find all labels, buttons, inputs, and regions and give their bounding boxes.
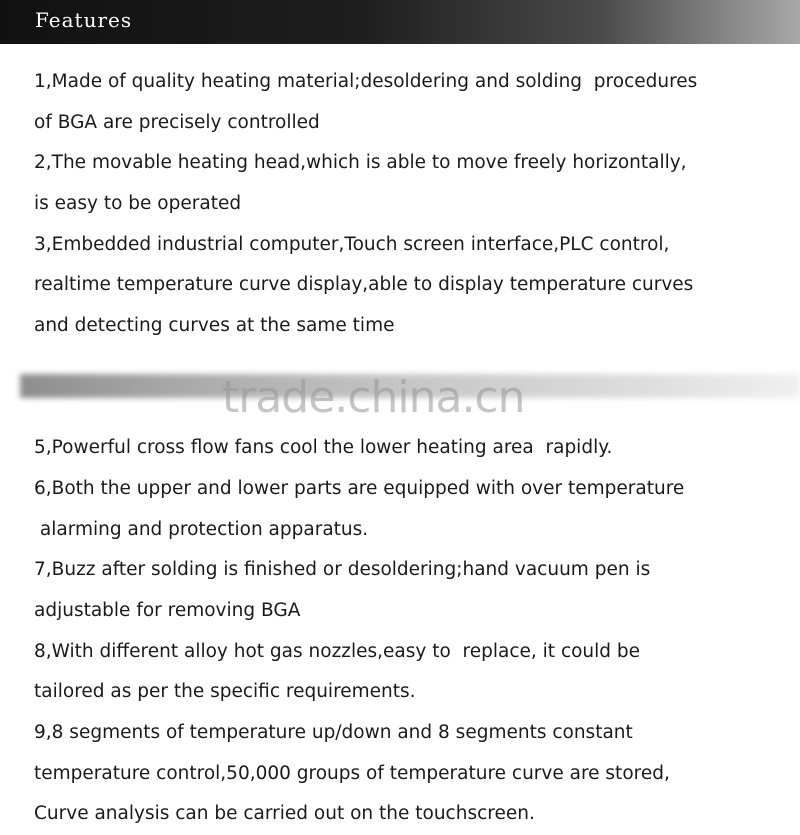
feature-line: realtime temperature curve display,able to display temperature curves — [34, 274, 694, 296]
feature-line: tailored as per the specific requirements. — [34, 681, 416, 703]
feature-line: 5,Powerful cross flow fans cool the lower heating area rapidly. — [34, 437, 613, 459]
feature-line: is easy to be operated — [34, 193, 242, 215]
feature-line: Curve analysis can be carried out on the touchscreen. — [34, 803, 535, 825]
feature-line: 8,With different alloy hot gas nozzles,easy to replace, it could be — [34, 640, 641, 662]
feature-line: 9,8 segments of temperature up/down and 8 segments constant — [34, 722, 633, 743]
features-header — [0, 0, 800, 44]
feature-line: alarming and protection apparatus. — [34, 518, 369, 540]
feature-line: and detecting curves at the same time — [34, 315, 395, 337]
feature-line: 1,Made of quality heating material;desoldering and solding procedures — [34, 71, 698, 92]
watermark: trade.china.cn — [222, 372, 525, 423]
feature-line: 3,Embedded industrial computer,Touch screen interface,PLC control, — [34, 233, 670, 255]
header-title: Features — [35, 8, 133, 32]
features-list — [34, 62, 800, 835]
feature-line: of BGA are precisely controlled — [34, 111, 320, 133]
feature-line: adjustable for removing BGA — [34, 599, 301, 621]
feature-line: 2,The movable heating head,which is able to move freely horizontally, — [34, 152, 687, 174]
feature-line: 7,Buzz after solding is finished or desoldering;hand vacuum pen is — [34, 559, 651, 581]
feature-line: temperature control,50,000 groups of temperature curve are stored, — [34, 762, 670, 784]
feature-line: 6,Both the upper and lower parts are equipped with over temperature — [34, 477, 685, 499]
